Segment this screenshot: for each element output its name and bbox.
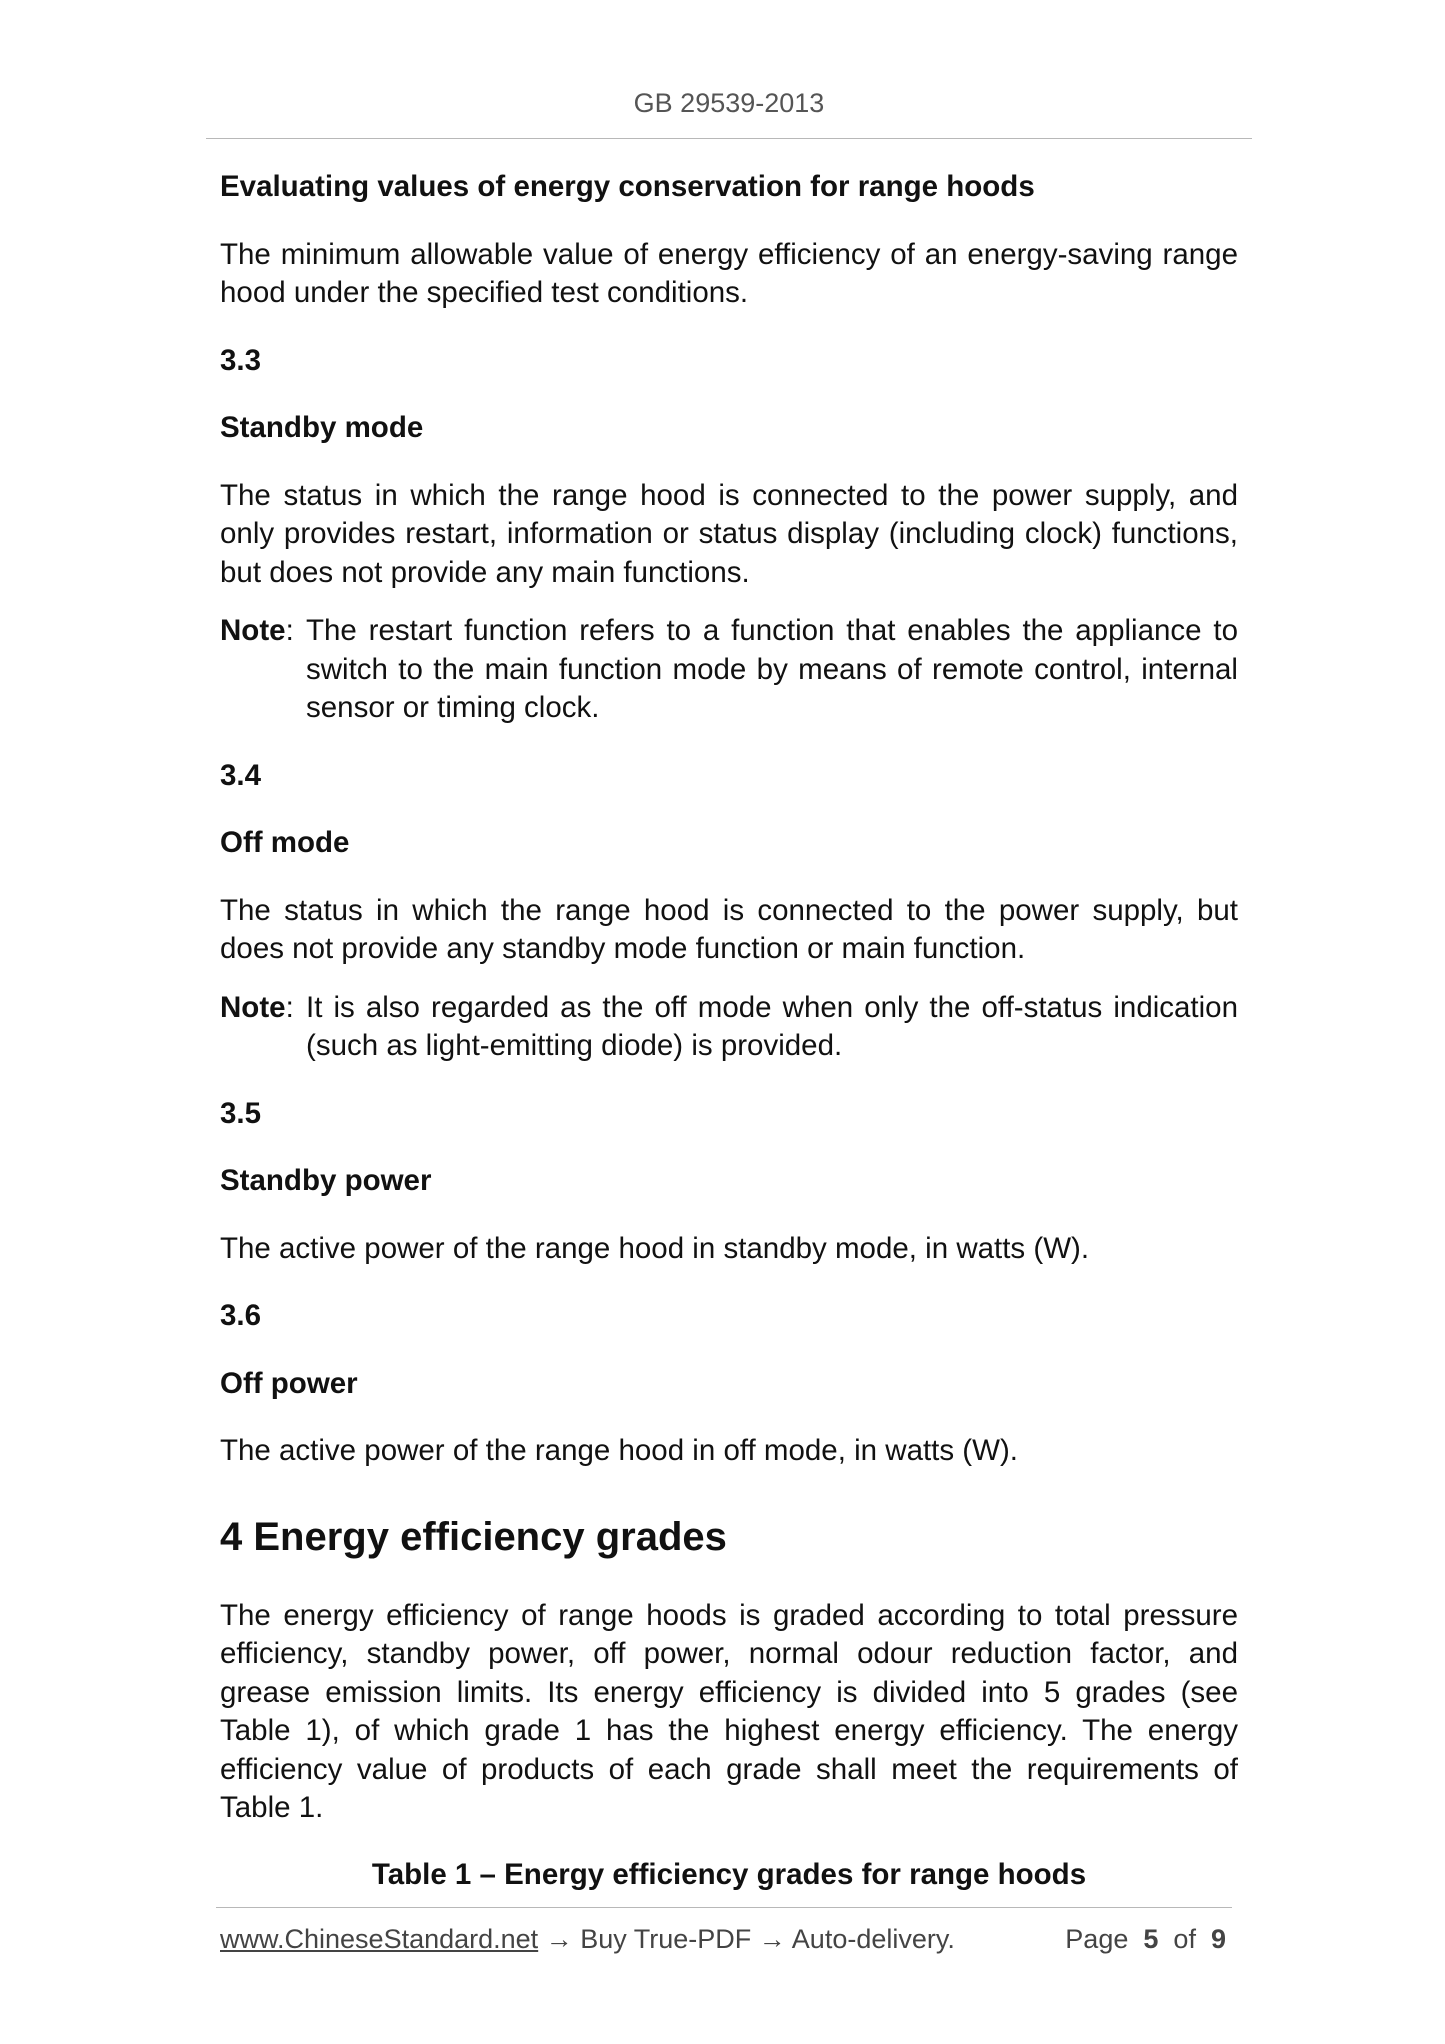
section-3-3-title: Standby mode — [220, 411, 424, 444]
section-4-heading: 4 Energy efficiency grades — [220, 1514, 727, 1559]
section-3-3-note: Note: The restart function refers to a function that enables the appliance to switch to the main function mode by means of remote control, internal sensor or timing clock. — [220, 614, 1238, 724]
section-3-4-text: The status in which the range hood is connected to the power supply, but does not provide any standby mode function or main function. — [220, 893, 1238, 965]
section-3-4-note: Note: It is also regarded as the off mode when only the off-status indication (such as light-emitting diode) is provided. — [220, 990, 1238, 1062]
delivery-text: Auto-delivery. — [791, 1924, 955, 1954]
section-3-6-number: 3.6 — [220, 1299, 262, 1332]
table-1-title: Table 1 – Energy efficiency grades for range hoods — [371, 1857, 1087, 1891]
note-text: The restart function refers to a function that enables the appliance to switch to the main function mode by means of remote control, internal sensor or timing clock. — [306, 614, 1238, 724]
section-3-5-text: The active power of the range hood in standby mode, in watts (W). — [220, 1231, 1090, 1265]
page-indicator — [1065, 1924, 1226, 1955]
page-footer — [220, 1924, 1232, 1955]
note-label: Note — [220, 990, 286, 1024]
section-3-4-number: 3.4 — [220, 758, 262, 792]
website-link[interactable]: www.ChineseStandard.net — [220, 1924, 539, 1954]
section-3-4-title: Off mode — [220, 826, 350, 859]
arrow-icon: → — [545, 1924, 573, 1954]
evaluating-text: The minimum allowable value of energy efficiency of an energy-saving range hood under the specified test conditions. — [220, 237, 1238, 309]
footer-divider — [216, 1907, 1232, 1908]
note-text: It is also regarded as the off mode when only the off-status indication (such as light-emitting diode) is provided. — [306, 990, 1238, 1062]
section-3-5-title: Standby power — [220, 1164, 432, 1197]
section-4-text: The energy efficiency of range hoods is graded according to total pressure efficiency, standby power, off power, normal odour reduction factor, and grease emission limits. Its energy efficiency is divided into 5 grades (see Table 1), of which grade 1 has the highest energy efficiency. The energy efficiency value of products of each grade shall meet the requirements of Table 1. — [220, 1598, 1238, 1824]
evaluating-title: Evaluating values of energy conservation for range hoods — [220, 170, 1035, 203]
page-of: of — [1173, 1924, 1196, 1954]
section-3-6-title: Off power — [220, 1366, 358, 1400]
page-body — [220, 168, 1238, 1894]
section-3-3-text: The status in which the range hood is connected to the power supply, and only provides restart, information or status display (including clock) functions, but does not provide any main functions. — [220, 478, 1238, 589]
header-divider — [206, 138, 1252, 139]
section-3-3-number: 3.3 — [220, 343, 262, 377]
page-word: Page — [1065, 1924, 1129, 1954]
page-total: 9 — [1210, 1924, 1226, 1954]
section-3-6-text: The active power of the range hood in off mode, in watts (W). — [220, 1434, 1018, 1467]
section-3-5-number: 3.5 — [220, 1096, 262, 1130]
document-code-header: GB 29539-2013 — [633, 88, 825, 118]
note-label: Note — [220, 614, 286, 647]
page-current: 5 — [1143, 1924, 1159, 1954]
arrow-icon: → — [758, 1924, 786, 1954]
buy-text: Buy True-PDF — [580, 1924, 752, 1954]
